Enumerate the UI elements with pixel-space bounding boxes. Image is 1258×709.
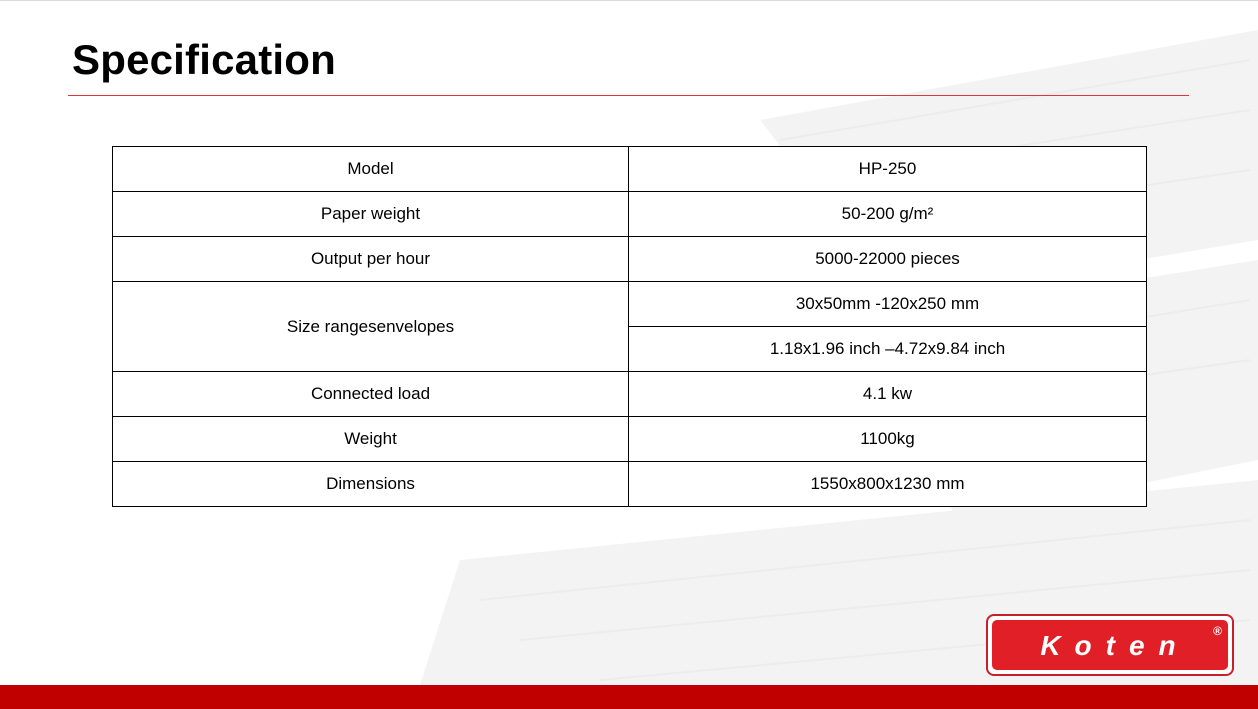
spec-value: 4.1 kw	[629, 372, 1147, 417]
spec-value: HP-250	[629, 147, 1147, 192]
specification-table	[112, 146, 1147, 507]
table-row	[113, 282, 1147, 327]
logo-badge	[992, 620, 1228, 670]
table-row	[113, 192, 1147, 237]
spec-label: Weight	[113, 417, 629, 462]
spec-label: Dimensions	[113, 462, 629, 507]
page-title: Specification	[72, 36, 336, 83]
spec-label: Connected load	[113, 372, 629, 417]
footer-bar	[0, 685, 1258, 709]
title-divider	[68, 95, 1189, 96]
spec-label: Paper weight	[113, 192, 629, 237]
spec-value: 1100kg	[629, 417, 1147, 462]
table-row	[113, 462, 1147, 507]
spec-value: 5000-22000 pieces	[629, 237, 1147, 282]
registered-mark: ®	[1213, 624, 1222, 638]
table-row	[113, 372, 1147, 417]
spec-value: 30x50mm -120x250 mm	[629, 282, 1147, 327]
spec-label: Size rangesenvelopes	[113, 282, 629, 372]
table-row	[113, 237, 1147, 282]
logo-wordmark: Koten	[1040, 630, 1190, 661]
table-row	[113, 147, 1147, 192]
spec-value: 1550x800x1230 mm	[629, 462, 1147, 507]
koten-logo	[986, 614, 1234, 676]
spec-label: Model	[113, 147, 629, 192]
table-row	[113, 417, 1147, 462]
spec-value: 1.18x1.96 inch –4.72x9.84 inch	[629, 327, 1147, 372]
spec-value: 50-200 g/m²	[629, 192, 1147, 237]
spec-label: Output per hour	[113, 237, 629, 282]
